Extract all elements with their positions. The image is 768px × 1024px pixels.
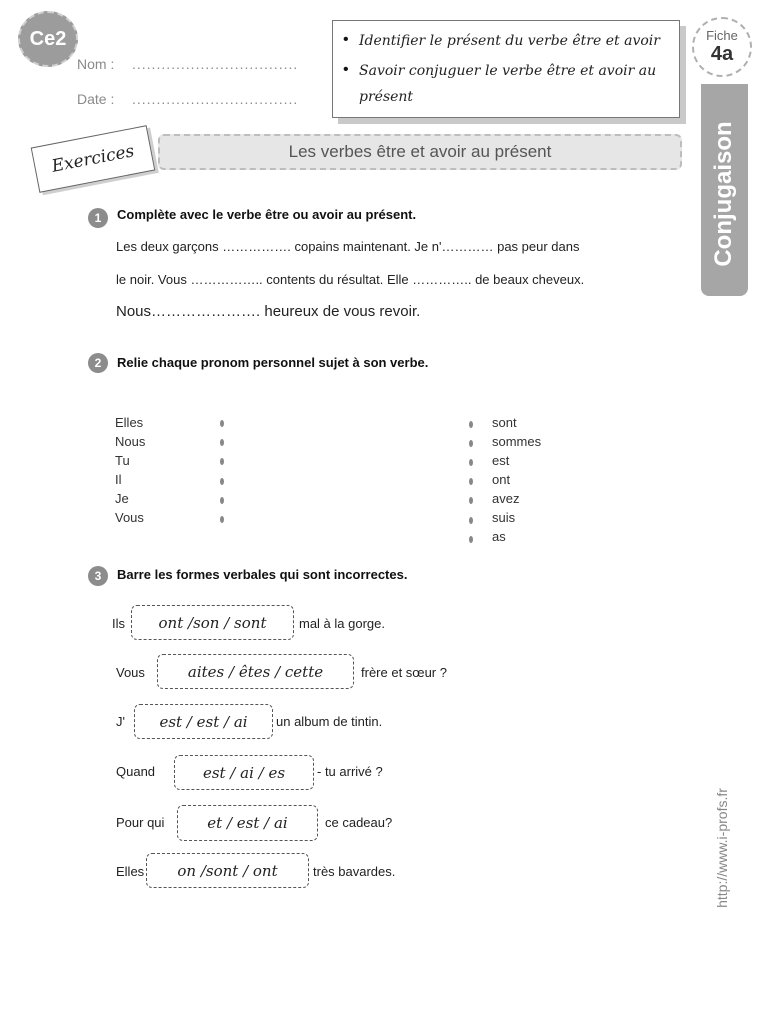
verb-list — [492, 413, 541, 546]
fiche-label: Fiche — [706, 28, 738, 43]
exercise-2-number: 2 — [88, 353, 108, 373]
sentence-end: mal à la gorge. — [299, 616, 385, 631]
objective-2-cont: présent — [359, 89, 414, 105]
sentence-end: ce cadeau? — [325, 815, 393, 830]
verb-dot[interactable] — [469, 421, 473, 428]
page-title: Les verbes être et avoir au présent — [158, 134, 682, 170]
verb-item: avez — [492, 491, 520, 506]
source-url: http://www.i-profs.fr — [714, 788, 730, 908]
verb-dot[interactable] — [469, 478, 473, 485]
pronoun-item: Vous — [115, 510, 144, 525]
pronoun-dot[interactable] — [220, 458, 224, 465]
objective-2: Savoir conjuguer le verbe être et avoir au — [359, 63, 657, 79]
exercise-1-line: le noir. Vous …………….. contents du résultat. Elle ………….. de beaux cheveux. — [116, 272, 585, 287]
exercise-1-instruction: Complète avec le verbe être ou avoir au présent. — [117, 207, 417, 222]
verb-options-box[interactable]: ont /son / sont — [131, 605, 294, 640]
verb-item: sont — [492, 415, 517, 430]
verb-item: suis — [492, 510, 516, 525]
subject-tab-label: Conjugaison — [710, 121, 737, 267]
verb-options-box[interactable]: est / ai / es — [174, 755, 314, 790]
sentence-end: frère et sœur ? — [361, 665, 447, 680]
exercices-tag-text: Exercices — [50, 141, 136, 177]
fiche-number: 4a — [710, 43, 734, 65]
verb-item: as — [492, 529, 506, 544]
date-field[interactable]: .................................. — [132, 91, 299, 107]
verb-item: ont — [492, 472, 511, 487]
pronoun-dot[interactable] — [220, 497, 224, 504]
level-badge — [18, 11, 78, 67]
date-label: Date : — [77, 91, 115, 107]
pronoun-item: Il — [115, 472, 122, 487]
objectives-box — [332, 20, 680, 118]
sentence-start: Pour qui — [116, 815, 165, 830]
verb-item: sommes — [492, 434, 542, 449]
pronoun-item: Nous — [115, 434, 146, 449]
pronoun-list — [115, 413, 145, 527]
verb-options-box[interactable]: et / est / ai — [177, 805, 318, 841]
pronoun-dot[interactable] — [220, 439, 224, 446]
sentence-start: Quand — [116, 764, 156, 779]
exercices-tag — [31, 125, 156, 193]
pronoun-item: Elles — [115, 415, 144, 430]
verb-options-box[interactable]: on /sont / ont — [146, 853, 309, 888]
name-label: Nom : — [77, 56, 115, 72]
exercise-1-line: Nous…………………. heureux de vous revoir. — [116, 303, 421, 320]
verb-options-box[interactable]: aites / êtes / cette — [157, 654, 354, 689]
verb-dot[interactable] — [469, 497, 473, 504]
sentence-end: - tu arrivé ? — [317, 764, 383, 779]
sentence-end: un album de tintin. — [276, 714, 383, 729]
sentence-start: Ils — [112, 616, 125, 631]
verb-dot[interactable] — [469, 459, 473, 466]
sentence-start: J' — [116, 714, 125, 729]
verb-dot[interactable] — [469, 536, 473, 543]
level-badge-text: Ce2 — [29, 27, 67, 50]
objective-bullet: • — [343, 31, 349, 48]
pronoun-item: Je — [115, 491, 129, 506]
exercise-1-line: Les deux garçons ……………. copains maintenant. Je n'………… pas peur dans — [116, 239, 580, 254]
verb-options-box[interactable]: est / est / ai — [134, 704, 273, 739]
pronoun-dot[interactable] — [220, 516, 224, 523]
fiche-badge — [692, 17, 752, 77]
name-field[interactable]: .................................. — [132, 56, 299, 72]
objective-bullet: • — [343, 61, 349, 78]
exercise-2-instruction: Relie chaque pronom personnel sujet à son verbe. — [117, 355, 429, 370]
exercise-3-number: 3 — [88, 566, 108, 586]
verb-dot[interactable] — [469, 517, 473, 524]
verb-item: est — [492, 453, 510, 468]
pronoun-dot[interactable] — [220, 478, 224, 485]
objective-1: Identifier le présent du verbe être et avoir — [359, 33, 660, 49]
sentence-start: Elles — [116, 864, 145, 879]
verb-dot[interactable] — [469, 440, 473, 447]
sentence-end: très bavardes. — [313, 864, 396, 879]
sentence-start: Vous — [116, 665, 145, 680]
pronoun-item: Tu — [115, 453, 130, 468]
exercise-1-number: 1 — [88, 208, 108, 228]
pronoun-dot[interactable] — [220, 420, 224, 427]
exercise-3-instruction: Barre les formes verbales qui sont incorrectes. — [117, 567, 408, 582]
